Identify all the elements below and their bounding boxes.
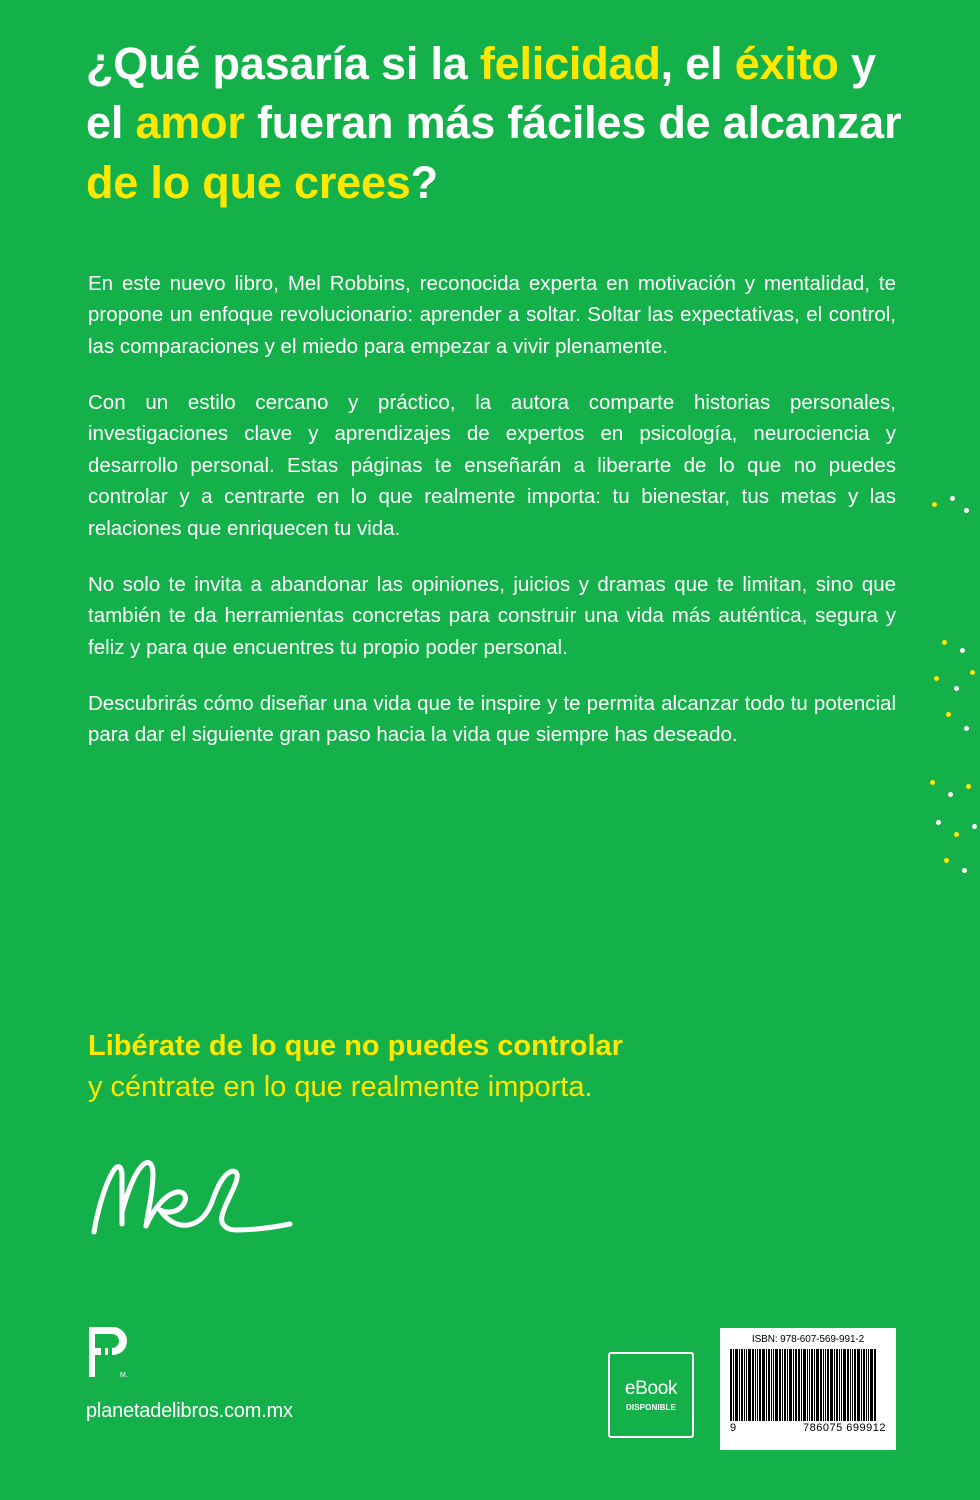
svg-text:M.: M. <box>120 1372 128 1379</box>
blurb-text <box>88 268 896 751</box>
barcode-main-digits: 786075 699912 <box>803 1422 886 1434</box>
headline-segment-5: amor <box>135 97 245 149</box>
headline-segment-2: , el <box>660 38 735 89</box>
headline-segment-0: ¿Qué pasaría si la <box>86 38 480 89</box>
decorative-dots <box>920 480 980 900</box>
barcode-digits <box>730 1422 886 1434</box>
barcode-block <box>720 1328 896 1450</box>
planeta-logo-icon <box>86 1325 132 1383</box>
blurb-paragraph: Con un estilo cercano y práctico, la autora comparte historias personales, investigaciones clave y aprendizajes de expertos en psicología, neurociencia y desarrollo personal. Estas páginas te enseñarán a liberarte de lo que no puedes controlar y a centrarte en lo que realmente importa: tu bienestar, tus metas y las relaciones que enriquecen tu vida. <box>88 391 896 540</box>
headline-segment-1: felicidad <box>479 38 661 89</box>
blurb-paragraph: Descubrirás cómo diseñar una vida que te inspire y te permita alcanzar todo tu potencial para dar el siguiente gran paso hacia la vida que siempre has deseado. <box>88 691 896 747</box>
ebook-badge-label: eBook <box>624 1378 678 1399</box>
blurb-paragraph: No solo te invita a abandonar las opiniones, juicios y dramas que te limitan, sino que también te da herramientas concretas para construir una vida más auténtica, segura y feliz y para que encuentres tu propio poder personal. <box>88 572 896 659</box>
author-signature <box>84 1150 314 1260</box>
headline-segment-8: ? <box>410 156 438 208</box>
ebook-available-badge <box>608 1352 694 1438</box>
headline-segment-6: fueran más fáciles de alcanzar <box>244 97 902 149</box>
tagline-line-2: y céntrate en lo que realmente importa. <box>88 1071 593 1104</box>
publisher-block <box>86 1325 386 1423</box>
headline-segment-7: de lo que crees <box>86 156 411 208</box>
headline-segment-4: y el <box>86 38 876 149</box>
tagline <box>88 1026 908 1108</box>
barcode-left-digit: 9 <box>730 1422 737 1434</box>
barcode-bars <box>730 1349 886 1421</box>
isbn-label: ISBN: 978-607-569-991-2 <box>751 1334 865 1345</box>
tagline-line-1: Libérate de lo que no puedes controlar <box>88 1030 623 1062</box>
headline-segment-3: éxito <box>734 38 839 89</box>
blurb-paragraph: En este nuevo libro, Mel Robbins, reconocida experta en motivación y mentalidad, te propone un enfoque revolucionario: aprender a soltar. Soltar las expectativas, el control, las comparaciones y el miedo para empezar a vivir plenamente. <box>88 272 896 358</box>
page-title <box>86 34 916 212</box>
publisher-url[interactable]: planetadelibros.com.mx <box>86 1400 293 1422</box>
ebook-badge-sublabel: DISPONIBLE <box>626 1403 676 1412</box>
